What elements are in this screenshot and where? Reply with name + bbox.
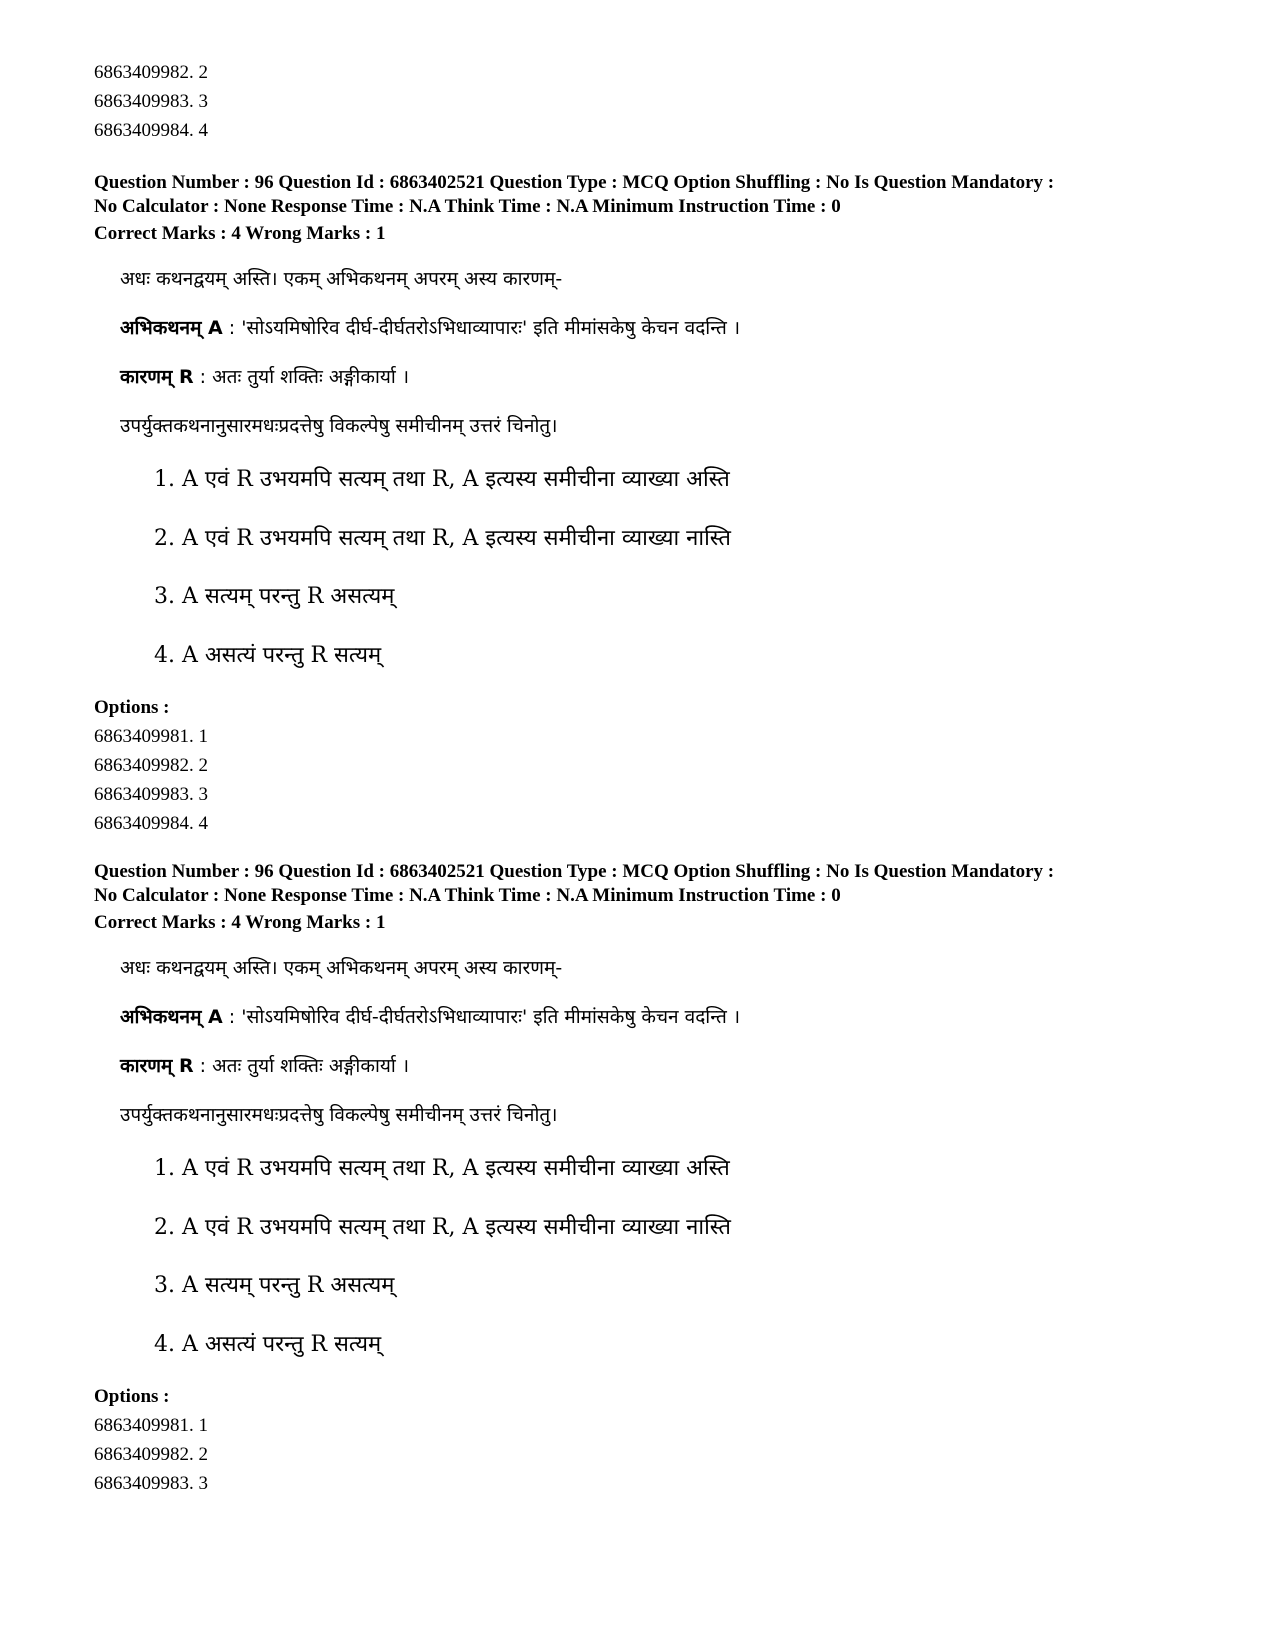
option-line: 6863409981. 1 bbox=[94, 726, 208, 747]
reason-label: कारणम् R bbox=[120, 1055, 194, 1077]
option-line: 6863409983. 3 bbox=[94, 91, 208, 112]
answer-choice: 1. A एवं R उभयमपि सत्यम् तथा R, A इत्यस्य समीचीना व्याख्या अस्ति bbox=[154, 1156, 730, 1181]
option-line: 6863409982. 2 bbox=[94, 62, 208, 83]
question-marks: Correct Marks : 4 Wrong Marks : 1 bbox=[94, 223, 386, 244]
question-meta-line: Question Number : 96 Question Id : 6863402521 Question Type : MCQ Option Shuffling : No Is Question Mandatory : bbox=[94, 861, 1055, 882]
question-body bbox=[120, 255, 1214, 685]
assertion-line bbox=[120, 993, 1214, 1042]
assertion-label: अभिकथनम् A bbox=[120, 317, 223, 339]
answer-choice: 3. A सत्यम् परन्तु R असत्यम् bbox=[154, 1273, 395, 1298]
question-meta-line: No Calculator : None Response Time : N.A Think Time : N.A Minimum Instruction Time : 0 bbox=[94, 885, 841, 906]
question-block bbox=[94, 171, 1214, 838]
question-meta-line: Question Number : 96 Question Id : 6863402521 Question Type : MCQ Option Shuffling : No Is Question Mandatory : bbox=[94, 172, 1055, 193]
question-intro: अधः कथनद्वयम् अस्ति। एकम् अभिकथनम् अपरम् अस्य कारणम्- bbox=[120, 268, 563, 290]
assertion-label: अभिकथनम् A bbox=[120, 1006, 223, 1028]
option-line: 6863409982. 2 bbox=[94, 1444, 208, 1465]
answer-choice: 1. A एवं R उभयमपि सत्यम् तथा R, A इत्यस्य समीचीना व्याख्या अस्ति bbox=[154, 467, 730, 492]
assertion-line bbox=[120, 304, 1214, 353]
assertion-text: : 'सोऽयमिषोरिव दीर्घ-दीर्घतरोऽभिधाव्यापारः' इति मीमांसकेषु केचन वदन्ति । bbox=[222, 317, 741, 339]
option-line: 6863409983. 3 bbox=[94, 1473, 208, 1494]
question-instruction: उपर्युक्तकथनानुसारमधःप्रदत्तेषु विकल्पेषु समीचीनम् उत्तरं चिनोतु। bbox=[120, 415, 558, 437]
reason-line bbox=[120, 353, 1214, 402]
reason-line bbox=[120, 1042, 1214, 1091]
question-meta-line: No Calculator : None Response Time : N.A Think Time : N.A Minimum Instruction Time : 0 bbox=[94, 196, 841, 217]
option-line: 6863409984. 4 bbox=[94, 813, 208, 834]
question-instruction: उपर्युक्तकथनानुसारमधःप्रदत्तेषु विकल्पेषु समीचीनम् उत्तरं चिनोतु। bbox=[120, 1104, 558, 1126]
reason-text: : अतः तुर्या शक्तिः अङ्गीकार्या । bbox=[193, 366, 410, 388]
option-line: 6863409984. 4 bbox=[94, 120, 208, 141]
question-block bbox=[94, 860, 1214, 1498]
previous-question-options bbox=[94, 58, 1214, 145]
option-line: 6863409981. 1 bbox=[94, 1415, 208, 1436]
options-label: Options : bbox=[94, 1386, 170, 1407]
answer-choice: 4. A असत्यं परन्तु R सत्यम् bbox=[154, 1331, 382, 1357]
answer-choice: 2. A एवं R उभयमपि सत्यम् तथा R, A इत्यस्य समीचीना व्याख्या नास्ति bbox=[154, 1214, 731, 1240]
reason-label: कारणम् R bbox=[120, 366, 194, 388]
option-line: 6863409982. 2 bbox=[94, 755, 208, 776]
question-intro: अधः कथनद्वयम् अस्ति। एकम् अभिकथनम् अपरम् अस्य कारणम्- bbox=[120, 957, 563, 979]
options-label: Options : bbox=[94, 697, 170, 718]
answer-choice: 3. A सत्यम् परन्तु R असत्यम् bbox=[154, 584, 395, 609]
document-page bbox=[94, 58, 1214, 1498]
assertion-text: : 'सोऽयमिषोरिव दीर्घ-दीर्घतरोऽभिधाव्यापारः' इति मीमांसकेषु केचन वदन्ति । bbox=[222, 1006, 741, 1028]
question-marks: Correct Marks : 4 Wrong Marks : 1 bbox=[94, 912, 386, 933]
reason-text: : अतः तुर्या शक्तिः अङ्गीकार्या । bbox=[193, 1055, 410, 1077]
question-body bbox=[120, 944, 1214, 1374]
answer-choice: 4. A असत्यं परन्तु R सत्यम् bbox=[154, 642, 382, 668]
option-line: 6863409983. 3 bbox=[94, 784, 208, 805]
answer-choice: 2. A एवं R उभयमपि सत्यम् तथा R, A इत्यस्य समीचीना व्याख्या नास्ति bbox=[154, 525, 731, 551]
